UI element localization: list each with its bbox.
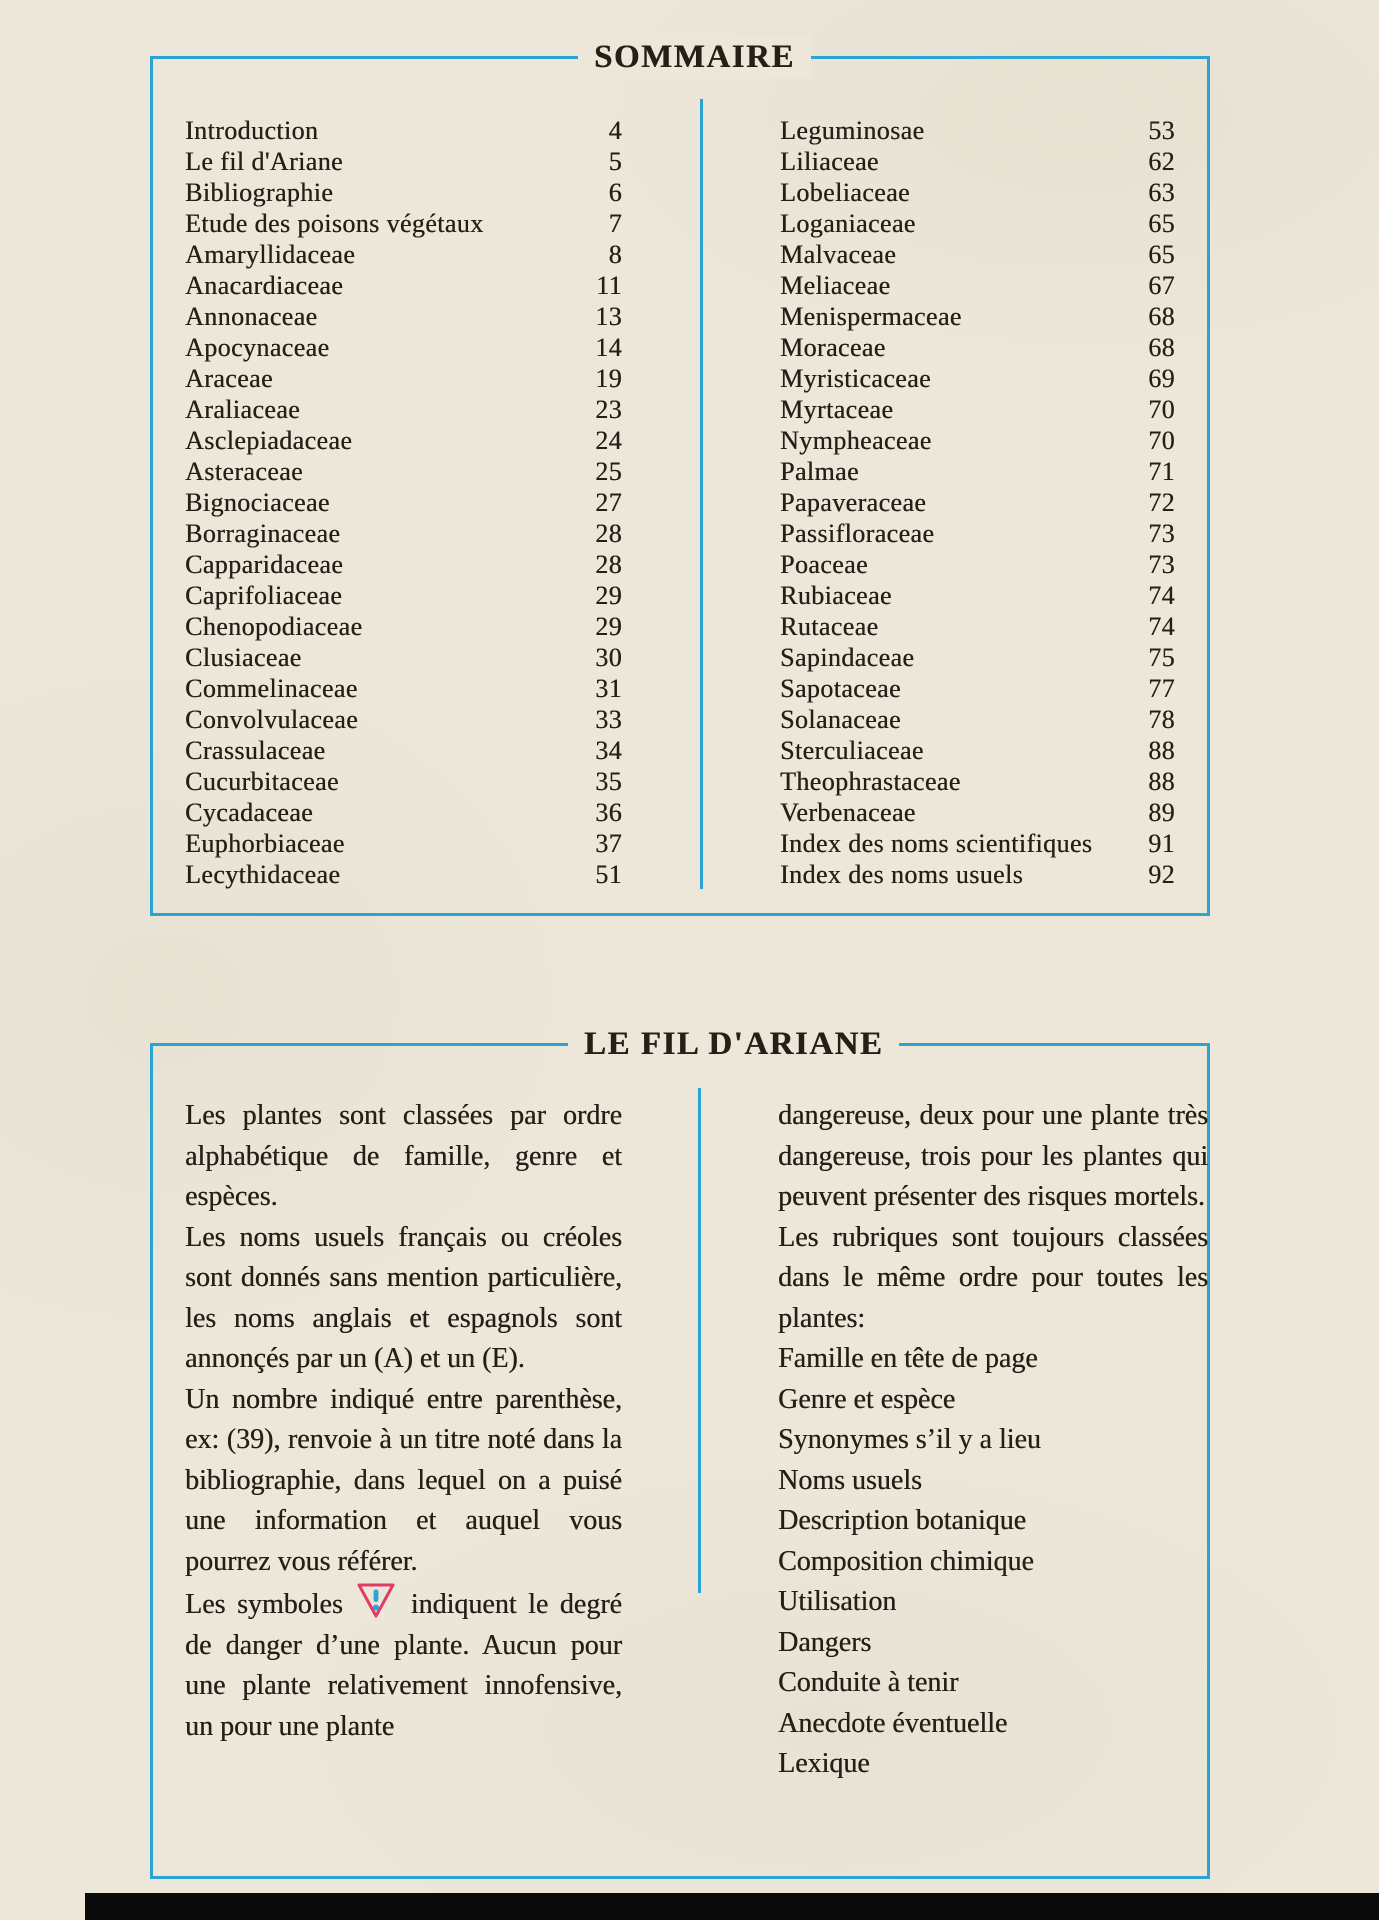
toc-entry-page: 25	[595, 457, 622, 486]
toc-entry	[185, 487, 622, 518]
toc-entry-label: Leguminosae	[780, 116, 925, 145]
toc-entry-label: Etude des poisons végétaux	[185, 209, 484, 238]
toc-entry	[780, 642, 1175, 673]
toc-entry-page: 35	[595, 767, 622, 796]
toc-entry-page: 6	[608, 178, 622, 207]
toc-entry	[780, 518, 1175, 549]
toc-entry-page: 23	[595, 395, 622, 424]
rubrique-item: Anecdote éventuelle	[778, 1707, 1008, 1739]
rubrique-item: Lexique	[778, 1748, 870, 1779]
toc-entry	[780, 611, 1175, 642]
ariane-left-column	[185, 1096, 622, 1747]
toc-entry-page: 72	[1148, 488, 1175, 517]
toc-entry-page: 75	[1148, 643, 1175, 672]
toc-entry	[185, 208, 622, 239]
toc-entry-label: Cucurbitaceae	[185, 767, 339, 796]
ariane-symbol-text-after: indiquent le degré de danger d’une plante. Aucun pour une plante relativement innofensive, un pour une plante	[185, 1589, 622, 1742]
toc-entry-label: Commelinaceae	[185, 674, 358, 703]
toc-entry-label: Sapotaceae	[780, 674, 901, 703]
toc-entry-page: 69	[1148, 364, 1175, 393]
toc-entry-label: Crassulaceae	[185, 736, 326, 765]
rubrique-item: Utilisation	[778, 1586, 897, 1617]
toc-entry-label: Introduction	[185, 116, 319, 145]
toc-entry-page: 91	[1148, 829, 1175, 858]
toc-entry-page: 88	[1148, 736, 1175, 765]
rubrique-item: Synonymes s’il y a lieu	[778, 1424, 1041, 1455]
toc-entry-page: 24	[595, 426, 622, 455]
toc-entry-page: 74	[1148, 581, 1175, 610]
toc-entry	[780, 797, 1175, 828]
toc-entry-label: Asclepiadaceae	[185, 426, 353, 455]
sommaire-column-divider	[700, 99, 703, 889]
toc-entry-page: 51	[595, 860, 622, 889]
rubrique-item: Composition chimique	[778, 1545, 1034, 1577]
toc-entry-label: Amaryllidaceae	[185, 240, 356, 269]
toc-entry	[185, 394, 622, 425]
toc-entry-label: Euphorbiaceae	[185, 829, 345, 858]
toc-entry-label: Theophrastaceae	[780, 767, 961, 796]
toc-entry-label: Bibliographie	[185, 178, 334, 207]
toc-entry-page: 31	[595, 674, 622, 703]
ariane-title: LE FIL D'ARIANE	[568, 1023, 899, 1065]
toc-entry-label: Papaveraceae	[780, 488, 927, 517]
toc-entry-label: Bignociaceae	[185, 488, 330, 517]
toc-entry	[185, 766, 622, 797]
toc-entry	[780, 301, 1175, 332]
toc-entry-page: 8	[608, 240, 622, 269]
toc-entry-label: Malvaceae	[780, 240, 897, 269]
toc-entry-page: 5	[608, 147, 622, 176]
toc-entry	[780, 487, 1175, 518]
toc-entry	[185, 270, 622, 301]
toc-entry-label: Liliaceae	[780, 147, 879, 176]
toc-entry-label: Araceae	[185, 364, 273, 393]
toc-entry-page: 89	[1148, 798, 1175, 827]
toc-entry-label: Asteraceae	[185, 457, 304, 486]
toc-entry	[780, 673, 1175, 704]
toc-entry-label: Meliaceae	[780, 271, 891, 300]
rubrique-item: Famille en tête de page	[778, 1343, 1038, 1374]
toc-entry-label: Convolvulaceae	[185, 705, 359, 734]
rubrique-item: Dangers	[778, 1626, 872, 1658]
toc-entry-page: 77	[1148, 674, 1175, 703]
toc-entry	[780, 363, 1175, 394]
toc-entry-page: 65	[1148, 209, 1175, 238]
toc-entry-label: Solanaceae	[780, 705, 901, 734]
ariane-column-divider	[698, 1088, 701, 1593]
toc-entry-label: Araliaceae	[185, 395, 301, 424]
toc-entry-label: Myristicaceae	[780, 364, 932, 393]
toc-entry-page: 68	[1148, 302, 1175, 331]
toc-entry-page: 73	[1148, 550, 1175, 579]
toc-entry	[780, 859, 1175, 890]
ariane-symbol-text-before: Les symboles	[185, 1589, 343, 1620]
ariane-paragraph: dangereuse, deux pour une plante très dangereuse, trois pour les plantes qui peuvent présenter des risques mortels.	[778, 1100, 1208, 1212]
toc-entry-label: Lobeliaceae	[780, 178, 910, 207]
toc-entry-page: 4	[608, 116, 622, 145]
scan-bottom-black-bar	[85, 1893, 1379, 1920]
toc-entry-page: 70	[1148, 426, 1175, 455]
ariane-paragraph: Un nombre indiqué entre parenthèse, ex: (39), renvoie à un titre noté dans la bibliographie, dans lequel on a puisé une information et auquel vous pourrez vous référer.	[185, 1383, 622, 1577]
rubrique-item: Description botanique	[778, 1505, 1027, 1536]
toc-entry	[185, 828, 622, 859]
toc-entry-page: 27	[595, 488, 622, 517]
toc-entry	[780, 146, 1175, 177]
toc-entry	[185, 549, 622, 580]
toc-entry-page: 28	[595, 519, 622, 548]
sommaire-title: SOMMAIRE	[578, 36, 811, 78]
ariane-rubrique-list	[778, 1339, 1208, 1785]
toc-entry-label: Verbenaceae	[780, 798, 916, 827]
toc-entry-page: 68	[1148, 333, 1175, 362]
toc-entry	[185, 332, 622, 363]
toc-entry	[185, 456, 622, 487]
toc-entry-page: 71	[1148, 457, 1175, 486]
toc-entry-page: 92	[1148, 860, 1175, 889]
toc-entry	[780, 394, 1175, 425]
toc-entry	[185, 735, 622, 766]
toc-entry-page: 11	[596, 271, 622, 300]
toc-entry-page: 78	[1148, 705, 1175, 734]
toc-entry-page: 33	[595, 705, 622, 734]
toc-entry	[185, 673, 622, 704]
toc-entry	[185, 363, 622, 394]
toc-entry-label: Rutaceae	[780, 612, 879, 641]
toc-entry-page: 30	[595, 643, 622, 672]
toc-entry	[185, 859, 622, 890]
toc-entry-label: Capparidaceae	[185, 550, 344, 579]
toc-entry	[185, 797, 622, 828]
toc-entry-label: Lecythidaceae	[185, 860, 341, 889]
toc-entry	[185, 425, 622, 456]
toc-entry-page: 73	[1148, 519, 1175, 548]
toc-entry-label: Chenopodiaceae	[185, 612, 363, 641]
toc-entry-label: Rubiaceae	[780, 581, 892, 610]
toc-entry-page: 88	[1148, 767, 1175, 796]
toc-entry	[780, 766, 1175, 797]
toc-entry-page: 67	[1148, 271, 1175, 300]
toc-entry	[185, 580, 622, 611]
toc-entry-page: 29	[595, 612, 622, 641]
toc-entry-page: 14	[595, 333, 622, 362]
toc-entry-page: 13	[595, 302, 622, 331]
rubrique-item: Genre et espèce	[778, 1383, 956, 1415]
ariane-symbol-paragraph	[185, 1582, 622, 1747]
ariane-paragraph: Les rubriques sont toujours classées dans le même ordre pour toutes les plantes:	[778, 1221, 1208, 1334]
toc-entry	[780, 425, 1175, 456]
ariane-paragraph: Les noms usuels français ou créoles sont donnés sans mention particulière, les noms anglais et espagnols sont annonçés par un (A) et un (E).	[185, 1221, 622, 1374]
toc-entry	[185, 239, 622, 270]
toc-entry	[185, 518, 622, 549]
toc-entry	[780, 580, 1175, 611]
toc-entry	[780, 177, 1175, 208]
toc-entry	[185, 642, 622, 673]
danger-exclamation-bar	[373, 1590, 378, 1603]
toc-entry-page: 36	[595, 798, 622, 827]
toc-entry-label: Menispermaceae	[780, 302, 962, 331]
danger-exclamation-dot	[373, 1605, 379, 1611]
toc-entry-label: Anacardiaceae	[185, 271, 344, 300]
danger-warning-icon	[355, 1582, 397, 1620]
toc-entry-page: 28	[595, 550, 622, 579]
toc-entry	[780, 828, 1175, 859]
toc-entry-label: Borraginaceae	[185, 519, 341, 548]
toc-entry	[780, 704, 1175, 735]
toc-entry-label: Cycadaceae	[185, 798, 314, 827]
toc-entry-label: Nympheaceae	[780, 426, 932, 455]
ariane-box	[150, 1026, 1210, 1879]
toc-entry-label: Poaceae	[780, 550, 868, 579]
toc-entry-page: 74	[1148, 612, 1175, 641]
toc-entry-page: 19	[595, 364, 622, 393]
toc-entry-label: Caprifoliaceae	[185, 581, 343, 610]
toc-entry	[780, 208, 1175, 239]
toc-entry-label: Palmae	[780, 457, 859, 486]
toc-entry	[185, 301, 622, 332]
toc-entry-page: 29	[595, 581, 622, 610]
toc-entry	[185, 704, 622, 735]
toc-entry	[780, 115, 1175, 146]
toc-entry-page: 63	[1148, 178, 1175, 207]
toc-entry-label: Sapindaceae	[780, 643, 915, 672]
toc-entry-label: Moraceae	[780, 333, 886, 362]
toc-entry	[185, 177, 622, 208]
toc-entry-label: Index des noms usuels	[780, 860, 1024, 889]
toc-entry	[780, 735, 1175, 766]
toc-entry-page: 53	[1148, 116, 1175, 145]
toc-entry	[780, 270, 1175, 301]
toc-entry	[780, 332, 1175, 363]
toc-entry-page: 65	[1148, 240, 1175, 269]
toc-entry	[780, 456, 1175, 487]
toc-entry-page: 34	[595, 736, 622, 765]
toc-entry-label: Annonaceae	[185, 302, 318, 331]
toc-entry-label: Clusiaceae	[185, 643, 302, 672]
toc-entry	[185, 115, 622, 146]
toc-entry-page: 7	[608, 209, 622, 238]
sommaire-box	[150, 39, 1210, 916]
toc-entry-label: Passifloraceae	[780, 519, 935, 548]
toc-entry	[185, 611, 622, 642]
toc-entry	[185, 146, 622, 177]
toc-entry-label: Apocynaceae	[185, 333, 330, 362]
rubrique-item: Noms usuels	[778, 1464, 922, 1496]
sommaire-left-column	[185, 115, 622, 890]
toc-entry-page: 37	[595, 829, 622, 858]
sommaire-right-column	[780, 115, 1175, 890]
toc-entry	[780, 549, 1175, 580]
toc-entry	[780, 239, 1175, 270]
toc-entry-label: Le fil d'Ariane	[185, 147, 343, 176]
toc-entry-page: 62	[1148, 147, 1175, 176]
toc-entry-page: 70	[1148, 395, 1175, 424]
toc-entry-label: Index des noms scientifiques	[780, 829, 1093, 858]
rubrique-item: Conduite à tenir	[778, 1667, 959, 1698]
toc-entry-label: Sterculiaceae	[780, 736, 924, 765]
ariane-paragraph: Les plantes sont classées par ordre alphabétique de famille, genre et espèces.	[185, 1100, 622, 1212]
ariane-right-column	[778, 1096, 1208, 1785]
toc-entry-label: Myrtaceae	[780, 395, 894, 424]
toc-entry-label: Loganiaceae	[780, 209, 916, 238]
